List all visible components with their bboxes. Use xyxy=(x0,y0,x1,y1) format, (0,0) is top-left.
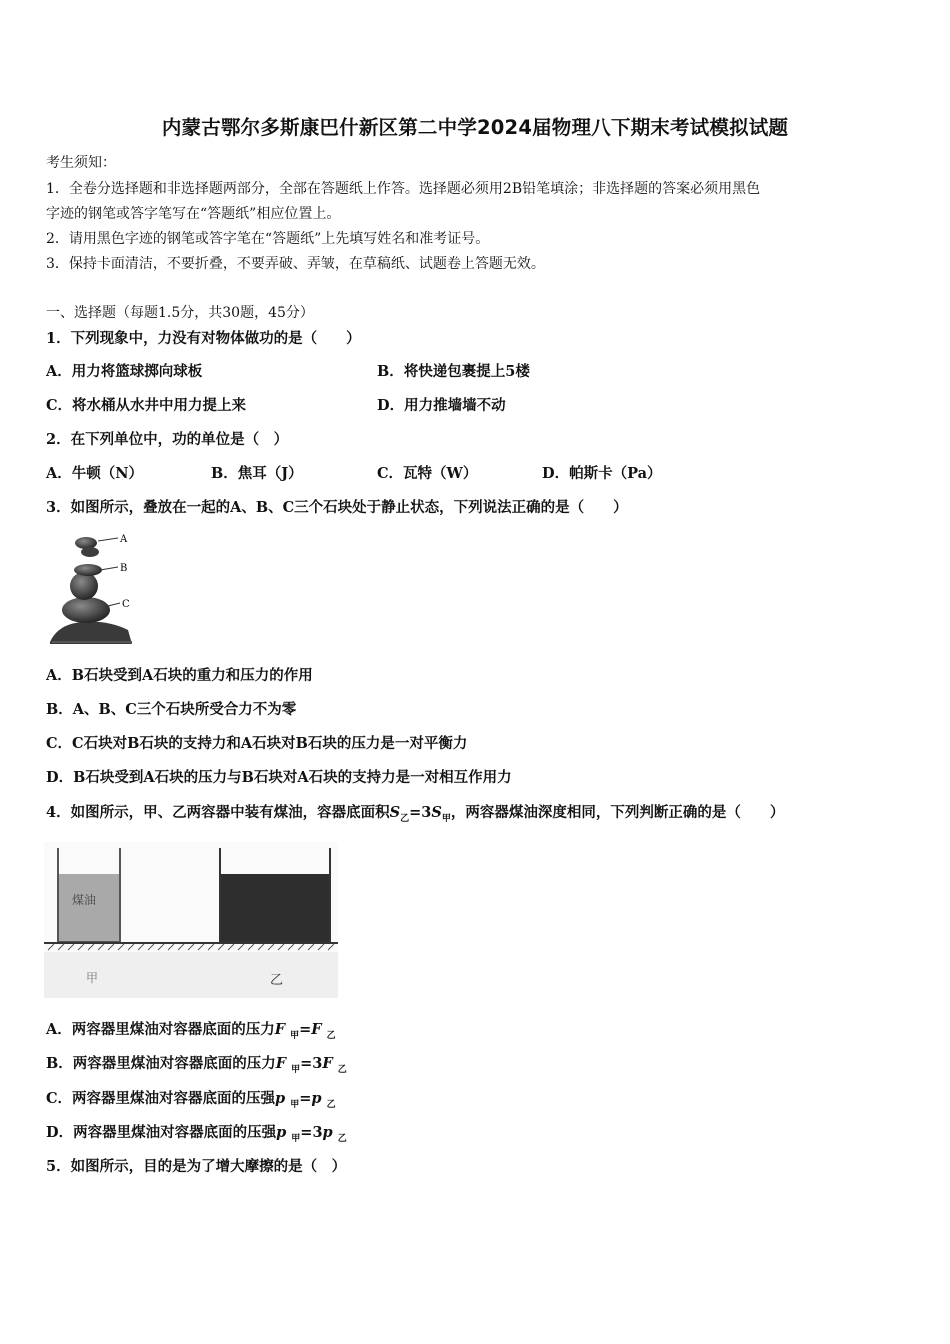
label-b: B xyxy=(120,563,128,574)
q2-option-c[interactable]: C．瓦特（W） xyxy=(377,465,478,482)
q3-option-a[interactable]: A．B石块受到A石块的重力和压力的作用 xyxy=(46,667,313,684)
q2-option-b[interactable]: B．焦耳（J） xyxy=(211,465,303,482)
notice-line-2: 2．请用黑色字迹的钢笔或答字笔在“答题纸”上先填写姓名和准考证号。 xyxy=(46,231,490,247)
label-yi: 乙 xyxy=(270,973,284,988)
q4-option-b[interactable]: B．两容器里煤油对容器底面的压力F $_甲$=3F $_乙$ xyxy=(46,1055,347,1075)
label-a: A xyxy=(120,534,128,545)
q1-option-c[interactable]: C．将水桶从水井中用力提上来 xyxy=(46,397,247,414)
section-heading: 一、选择题（每题1.5分，共30题，45分） xyxy=(46,305,314,321)
label-oil: 煤油 xyxy=(72,893,97,907)
oil-containers-figure xyxy=(44,842,338,998)
q3-option-d[interactable]: D．B石块受到A石块的压力与B石块对A石块的支持力是一对相互作用力 xyxy=(46,769,512,786)
q4-option-a[interactable]: A．两容器里煤油对容器底面的压力F $_甲$=F $_乙$ xyxy=(46,1021,336,1041)
stone-b xyxy=(70,572,98,600)
q1-option-a[interactable]: A．用力将篮球掷向球板 xyxy=(46,363,203,380)
oil-jia xyxy=(59,874,119,941)
stone-b-top xyxy=(74,564,102,576)
notice-line-1: 1．全卷分选择题和非选择题两部分，全部在答题纸上作答。选择题必须用2B铅笔填涂；非选择题的答案必须用黑色 xyxy=(46,181,761,197)
notice-line-1b: 字迹的钢笔或答字笔写在“答题纸”相应位置上。 xyxy=(46,206,341,222)
q4-stem: 4．如图所示，甲、乙两容器中装有煤油，容器底面积$S_乙=3S_甲$，两容器煤油深度相同，下列判断正确的是（ ） xyxy=(46,804,785,824)
q2-option-d[interactable]: D．帕斯卡（Pa） xyxy=(542,465,662,482)
notice-heading: 考生须知： xyxy=(46,155,116,171)
label-c: C xyxy=(122,599,130,610)
stone-a xyxy=(75,537,97,549)
q2-option-a[interactable]: A．牛顿（N） xyxy=(46,465,144,482)
q1-stem: 1．下列现象中，力没有对物体做功的是（ ） xyxy=(46,330,361,347)
q3-stem: 3．如图所示，叠放在一起的A、B、C三个石块处于静止状态，下列说法正确的是（ ） xyxy=(46,499,628,516)
q2-stem: 2．在下列单位中，功的单位是（ ） xyxy=(46,431,289,448)
label-jia: 甲 xyxy=(86,971,99,985)
q4-option-d[interactable]: D．两容器里煤油对容器底面的压强p $_甲$=3p $_乙$ xyxy=(46,1124,347,1144)
stacked-stones-figure xyxy=(48,530,134,648)
notice-line-3: 3．保持卡面清洁，不要折叠，不要弄破、弄皱，在草稿纸、试题卷上答题无效。 xyxy=(46,256,545,272)
ground-rock xyxy=(50,622,132,644)
q5-stem: 5．如图所示，目的是为了增大摩擦的是（ ） xyxy=(46,1158,347,1175)
q1-option-d[interactable]: D．用力推墙墙不动 xyxy=(377,397,506,414)
q4-option-c[interactable]: C．两容器里煤油对容器底面的压强p $_甲$=p $_乙$ xyxy=(46,1090,336,1110)
q3-option-c[interactable]: C．C石块对B石块的支持力和A石块对B石块的压力是一对平衡力 xyxy=(46,735,468,752)
stone-c xyxy=(62,597,110,623)
page-title: 内蒙古鄂尔多斯康巴什新区第二中学2024届物理八下期末考试模拟试题 xyxy=(161,116,789,139)
q1-option-b[interactable]: B．将快递包裹提上5楼 xyxy=(377,363,530,380)
q3-option-b[interactable]: B．A、B、C三个石块所受合力不为零 xyxy=(46,701,297,718)
oil-yi xyxy=(221,874,329,941)
